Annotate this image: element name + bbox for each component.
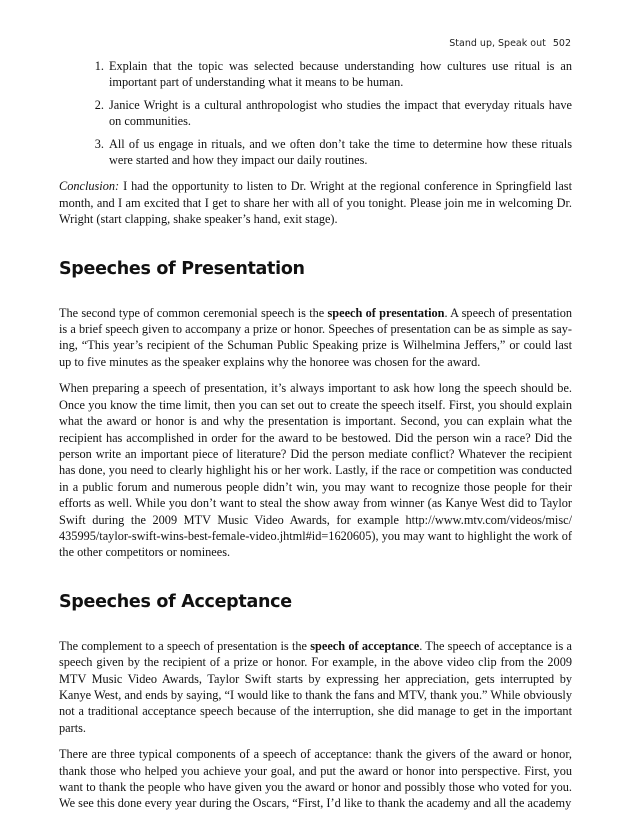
numbered-list: [59, 58, 572, 168]
term-speech-of-acceptance: speech of acceptance: [310, 638, 420, 653]
term-speech-of-presentation: speech of presentation: [327, 305, 445, 320]
list-item: 3. All of us engage in rituals, and we often don’t take the time to determine how these rituals were started and how they impact our daily routines.: [107, 136, 572, 169]
acceptance-p1-before: The complement to a speech of presentation is the: [59, 638, 311, 653]
page-content: [59, 58, 572, 812]
acceptance-paragraph-1: [59, 638, 572, 736]
presentation-paragraph-2: When preparing a speech of presentation, it’s always important to ask how long the speech should be. Once you know the time limit, then you can set out to create the speech itself. First, you should explain what the award or honor is and why the presentation is important. Second, you can explain what the recipient has accomplished in order for the award to be bestowed. Did the person win a race? Did the person write an important piece of literature? Did the person mediate conflict? Whatever the recipient has done, you need to clearly highlight his or her work. Lastly, if the race or competition was conducted in a public forum and numerous people didn’t win, you may want to recognize those people for their efforts as well. While you don’t want to steal the show away from winner (as Kanye West did to Taylor Swift during the 2009 MTV Music Video Awards, for example http://www.mtv.com/videos/misc/​435995/taylor-swift-wins-best-female-video.jhtml#id=1620605), you may want to highlight the work of the other competitors or nominees.: [59, 381, 572, 560]
acceptance-paragraph-2: There are three typical components of a speech of acceptance: thank the givers of the award or honor, thank those who helped you achieve your goal, and put the award or honor into perspective. First, you want to thank the people who have given you the award or honor and possibly those who voted for you. We see this done every year during the Oscars, “First, I’d like to thank the academy and all the academy: [59, 747, 572, 811]
presentation-p1-after: . A speech of presentation is a brief speech given to accompany a prize or honor. Speeches of presentation can be as simple as saying, “This year’s recipient of the Schuman Public Speaking prize is Wilhelmina Jeffers,” or could last up to five minutes as the speaker explains why the honoree was chosen for the award.: [59, 305, 572, 369]
list-item: 2. Janice Wright is a cultural anthropologist who studies the impact that everyday rituals have on communities.: [107, 97, 572, 130]
page-number: 502: [552, 38, 571, 49]
conclusion-text: I had the opportunity to listen to Dr. Wright at the regional conference in Springfield last month, and I am excited that I get to share her with all of you tonight. Please join me in welcoming Dr. Wright (start clapping, shake speaker’s hand, exit stage).: [59, 179, 572, 227]
presentation-p1-before: The second type of common ceremonial speech is the: [59, 305, 328, 320]
acceptance-p1-after: . The speech of acceptance is a speech given by the recipient of a prize or honor. For example, in the above video clip from the 2009 MTV Music Video Awards, Taylor Swift starts by expressing her appreciation, gets interrupted by Kanye West, and ends by saying, “I would like to thank the fans and MTV, thank you.” While obviously not a traditional acceptance speech because of the interruption, she did manage to get in the important parts.: [59, 638, 572, 735]
heading-speeches-of-acceptance: Speeches of Acceptance: [59, 591, 292, 612]
heading-speeches-of-presentation: Speeches of Presentation: [59, 258, 305, 279]
list-item: 1. Explain that the topic was selected because understanding how cultures use ritual is an important part of understanding what it means to be human.: [107, 58, 572, 91]
running-header: [449, 38, 571, 49]
presentation-paragraph-1: [59, 305, 572, 371]
conclusion-label: Conclusion:: [59, 179, 120, 194]
running-title: Stand up, Speak out: [449, 38, 546, 49]
conclusion-paragraph: [59, 178, 572, 227]
